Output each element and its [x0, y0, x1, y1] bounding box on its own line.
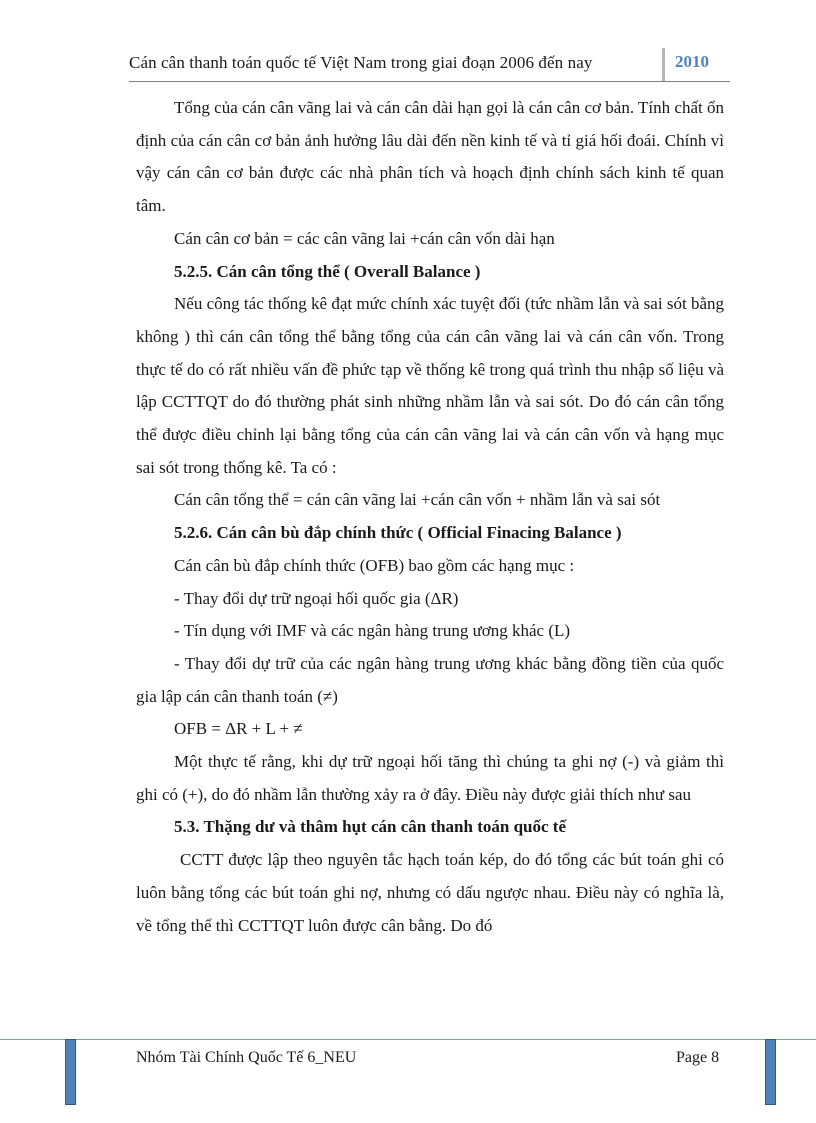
page-content: [136, 92, 724, 942]
footer-rule: [0, 1039, 816, 1040]
paragraph-basic-balance: Tổng của cán cân vãng lai và cán cân dài hạn gọi là cán cân cơ bản. Tính chất ổn định của cán cân cơ bản ảnh hưởng lâu dài đến nền kinh tế và tỉ giá hối đoái. Chính vì vậy cán cân cơ bản được các nhà phân tích và hoạch định chính sách kinh tế quan tâm.: [136, 98, 724, 216]
paragraph-reserves: Một thực tế rằng, khi dự trữ ngoại hối tăng thì chúng ta ghi nợ (-) và giảm thì ghi có (+), do đó nhầm lẫn thường xảy ra ở đây. Điều này được giải thích như sau: [136, 752, 724, 804]
list-item: - Thay đổi dự trữ ngoại hối quốc gia (ΔR): [174, 588, 459, 608]
heading-overall-balance: 5.2.5. Cán cân tổng thể ( Overall Balance ): [174, 261, 481, 281]
paragraph-overall-balance: Nếu công tác thống kê đạt mức chính xác tuyệt đối (tức nhầm lẫn và sai sót bằng không ) thì cán cân tổng thể bằng tổng của cán cân vãng lai và cán cân vốn. Trong thực tế do có rất nhiều vấn đề phức tạp về thống kê trong quá trình thu nhập số liệu và lập CCTTQT do đó thường phát sinh những nhầm lẫn và sai sót. Do đó cán cân tổng thể được điều chỉnh lại bằng tổng của cán cân vãng lai và cán cân vốn và hạng mục sai sót trong thống kê. Ta có :: [136, 294, 724, 477]
footer-group-name: Nhóm Tài Chính Quốc Tế 6_NEU: [136, 1049, 357, 1066]
list-item: - Thay đổi dự trữ của các ngân hàng trung ương khác bằng đồng tiền của quốc gia lập cán cân thanh toán (≠): [136, 653, 724, 706]
page-number: Page 8: [676, 1049, 720, 1066]
formula-ofb: OFB = ΔR + L + ≠: [174, 719, 303, 739]
header-divider: [662, 48, 665, 82]
header-year: 2010: [675, 52, 709, 71]
header-title: Cán cân thanh toán quốc tế Việt Nam trong giai đoạn 2006 đến nay: [129, 53, 593, 72]
header-rule: [129, 81, 730, 82]
formula-overall-balance: Cán cân tổng thể = cán cân vãng lai +cán cân vốn + nhầm lẫn và sai sót: [174, 490, 661, 510]
footer-bar-left: [65, 1039, 76, 1105]
paragraph-ofb-intro: Cán cân bù đắp chính thức (OFB) bao gồm các hạng mục :: [174, 555, 575, 575]
heading-official-financing: 5.2.6. Cán cân bù đắp chính thức ( Official Finacing Balance ): [174, 523, 622, 543]
footer-bar-right: [765, 1039, 776, 1105]
heading-surplus-deficit: 5.3. Thặng dư và thâm hụt cán cân thanh toán quốc tế: [174, 817, 566, 837]
list-item: - Tín dụng với IMF và các ngân hàng trung ương khác (L): [174, 621, 571, 641]
paragraph-double-entry: CCTT được lập theo nguyên tắc hạch toán kép, do đó tổng các bút toán ghi có luôn bằng tổng các bút toán ghi nợ, nhưng có dấu ngược nhau. Điều này có nghĩa là, về tổng thể thì CCTTQT luôn được cân bằng. Do đó: [136, 850, 724, 935]
formula-basic-balance: Cán cân cơ bản = các cân vãng lai +cán cân vốn dài hạn: [174, 228, 555, 248]
